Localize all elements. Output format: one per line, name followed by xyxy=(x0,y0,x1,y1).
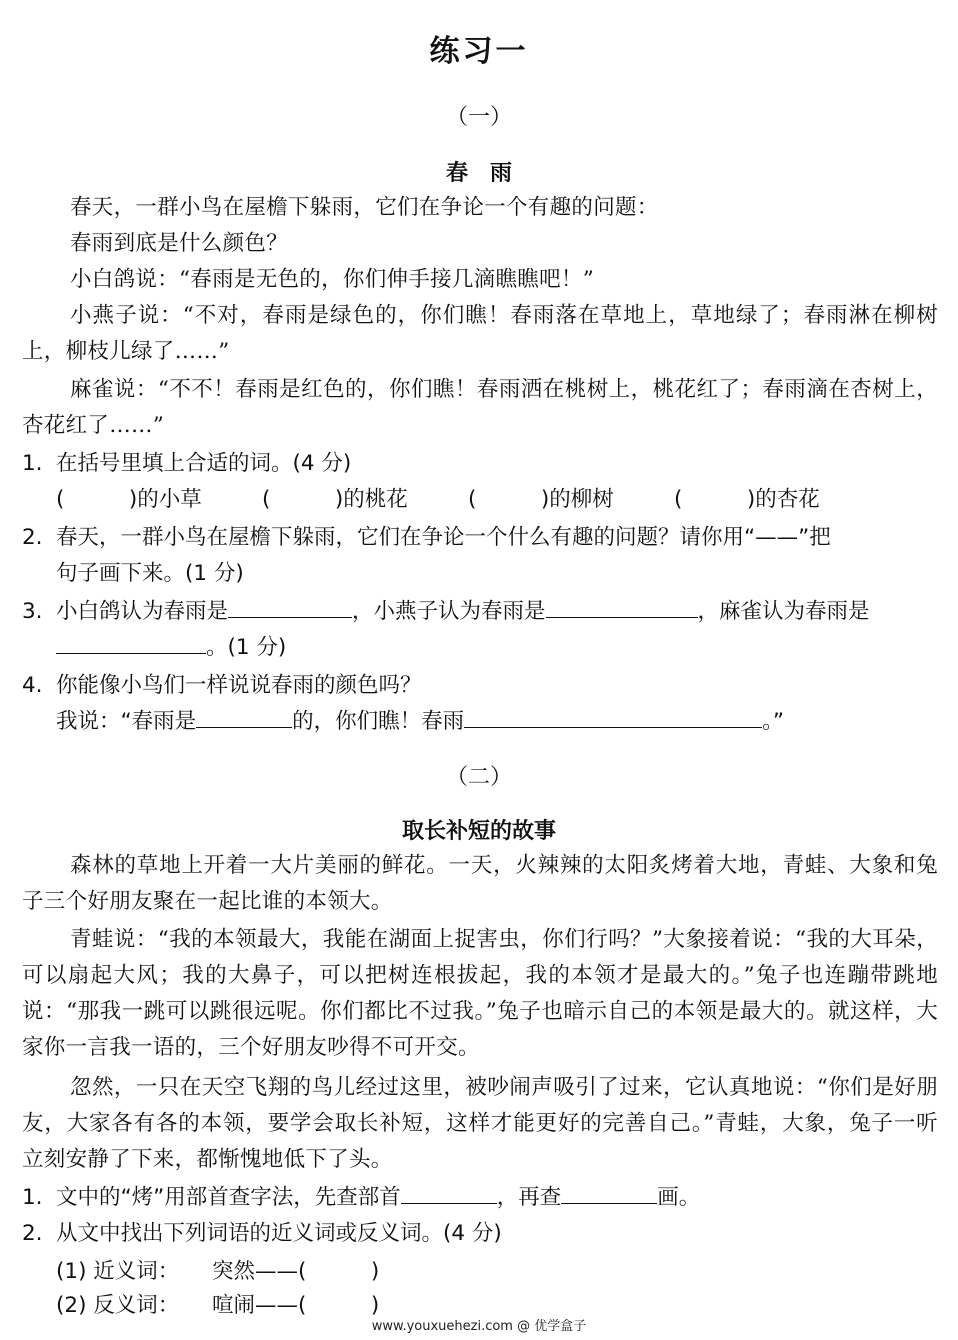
story1-paragraph: 春雨到底是什么颜色？ xyxy=(70,231,289,256)
question-text: ，小燕子认为春雨是 xyxy=(352,599,546,624)
answer-blank[interactable] xyxy=(196,705,292,728)
question-1-1-items xyxy=(22,482,938,518)
story-title-2: 取长补短的故事 xyxy=(401,819,556,844)
fill-item[interactable]: 喧闹——( ) xyxy=(212,1293,380,1318)
question-text: 。(1 分) xyxy=(206,635,287,660)
question-number: 4. xyxy=(22,673,43,698)
question-1-4-answer xyxy=(22,704,938,740)
fill-item[interactable]: ( )的桃花 xyxy=(262,487,408,512)
question-number: 2. xyxy=(22,1221,43,1246)
fill-item[interactable]: ( )的杏花 xyxy=(674,487,820,512)
footer-watermark: www.youxuehezi.com @ 优学盒子 xyxy=(371,1319,587,1334)
question-number: 1. xyxy=(22,1185,43,1210)
question-number: 3. xyxy=(22,599,43,624)
fill-item[interactable]: 突然——( ) xyxy=(212,1259,380,1284)
question-text: 从文中找出下列词语的近义词或反义词。(4 分) xyxy=(56,1221,502,1246)
fill-item[interactable]: ( )的小草 xyxy=(56,487,202,512)
question-text: 我说：“春雨是 xyxy=(56,709,197,734)
section-label-1: （一） xyxy=(445,105,512,130)
question-1-2 xyxy=(22,520,938,556)
question-text: 你能像小鸟们一样说说春雨的颜色吗？ xyxy=(56,673,422,698)
story1-paragraph: 小白鸽说：“春雨是无色的，你们伸手接几滴瞧瞧吧！” xyxy=(70,267,594,292)
story1-paragraph: 春天，一群小鸟在屋檐下躲雨，它们在争论一个有趣的问题： xyxy=(70,195,659,220)
question-text: ，再查 xyxy=(496,1185,562,1210)
question-1-4 xyxy=(22,668,938,704)
question-text: 在括号里填上合适的词。(4 分) xyxy=(56,451,352,476)
question-text: 文中的“烤”用部首查字法，先查部首 xyxy=(56,1185,401,1210)
answer-blank[interactable] xyxy=(401,1181,497,1204)
story2-paragraph: 忽然，一只在天空飞翔的鸟儿经过这里，被吵闹声吸引了过来，它认真地说：“你们是好朋友，大家各有各的本领，要学会取长补短，这样才能更好的完善自己。”青蛙，大象，兔子一听立刻安静了下来，都惭愧地低下了头。 xyxy=(22,1075,938,1172)
answer-blank[interactable] xyxy=(56,631,206,654)
question-1-3-cont xyxy=(22,630,938,666)
section-label-2: （二） xyxy=(445,765,512,790)
answer-blank[interactable] xyxy=(546,595,698,618)
story1-paragraph: 麻雀说：“不不！春雨是红色的，你们瞧！春雨洒在桃树上，桃花红了；春雨滴在杏树上，杏花红了……” xyxy=(22,377,938,438)
question-2-2-item-1 xyxy=(22,1254,938,1290)
question-text: 的，你们瞧！春雨 xyxy=(292,709,465,734)
page-title: 练习一 xyxy=(429,34,529,69)
question-text: ，麻雀认为春雨是 xyxy=(697,599,870,624)
story2-paragraph: 森林的草地上开着一大片美丽的鲜花。一天，火辣辣的太阳炙烤着大地，青蛙、大象和兔子三个好朋友聚在一起比谁的本领大。 xyxy=(22,853,938,914)
item-label: (1) 近义词： xyxy=(56,1259,180,1284)
question-text: 画。 xyxy=(657,1185,701,1210)
question-1-1 xyxy=(22,446,938,482)
question-2-2 xyxy=(22,1216,938,1252)
item-label: (2) 反义词： xyxy=(56,1293,180,1318)
fill-item[interactable]: ( )的柳树 xyxy=(468,487,614,512)
question-text: 春天，一群小鸟在屋檐下躲雨，它们在争论一个什么有趣的问题？请你用“——”把 xyxy=(56,525,831,550)
question-number: 1. xyxy=(22,451,43,476)
answer-blank[interactable] xyxy=(464,705,762,728)
question-number: 2. xyxy=(22,525,43,550)
question-text: 。” xyxy=(762,709,785,734)
question-text: 小白鸽认为春雨是 xyxy=(56,599,229,624)
story-title-1: 春 雨 xyxy=(445,160,512,186)
answer-blank[interactable] xyxy=(228,595,352,618)
answer-blank[interactable] xyxy=(561,1181,657,1204)
story2-paragraph: 青蛙说：“我的本领最大，我能在湖面上捉害虫，你们行吗？”大象接着说：“我的大耳朵，可以扇起大风；我的大鼻子，可以把树连根拔起，我的本领才是最大的。”兔子也连蹦带跳地说：“那我一跳可以跳很远呢。你们都比不过我。”兔子也暗示自己的本领是最大的。就这样，大家你一言我一语的，三个好朋友吵得不可开交。 xyxy=(22,927,938,1060)
question-1-3 xyxy=(22,594,938,630)
question-2-1 xyxy=(22,1180,938,1216)
question-1-2-cont: 句子画下来。(1 分) xyxy=(56,561,244,586)
story1-paragraph: 小燕子说：“不对，春雨是绿色的，你们瞧！春雨落在草地上，草地绿了；春雨淋在柳树上，柳枝儿绿了……” xyxy=(22,303,938,364)
